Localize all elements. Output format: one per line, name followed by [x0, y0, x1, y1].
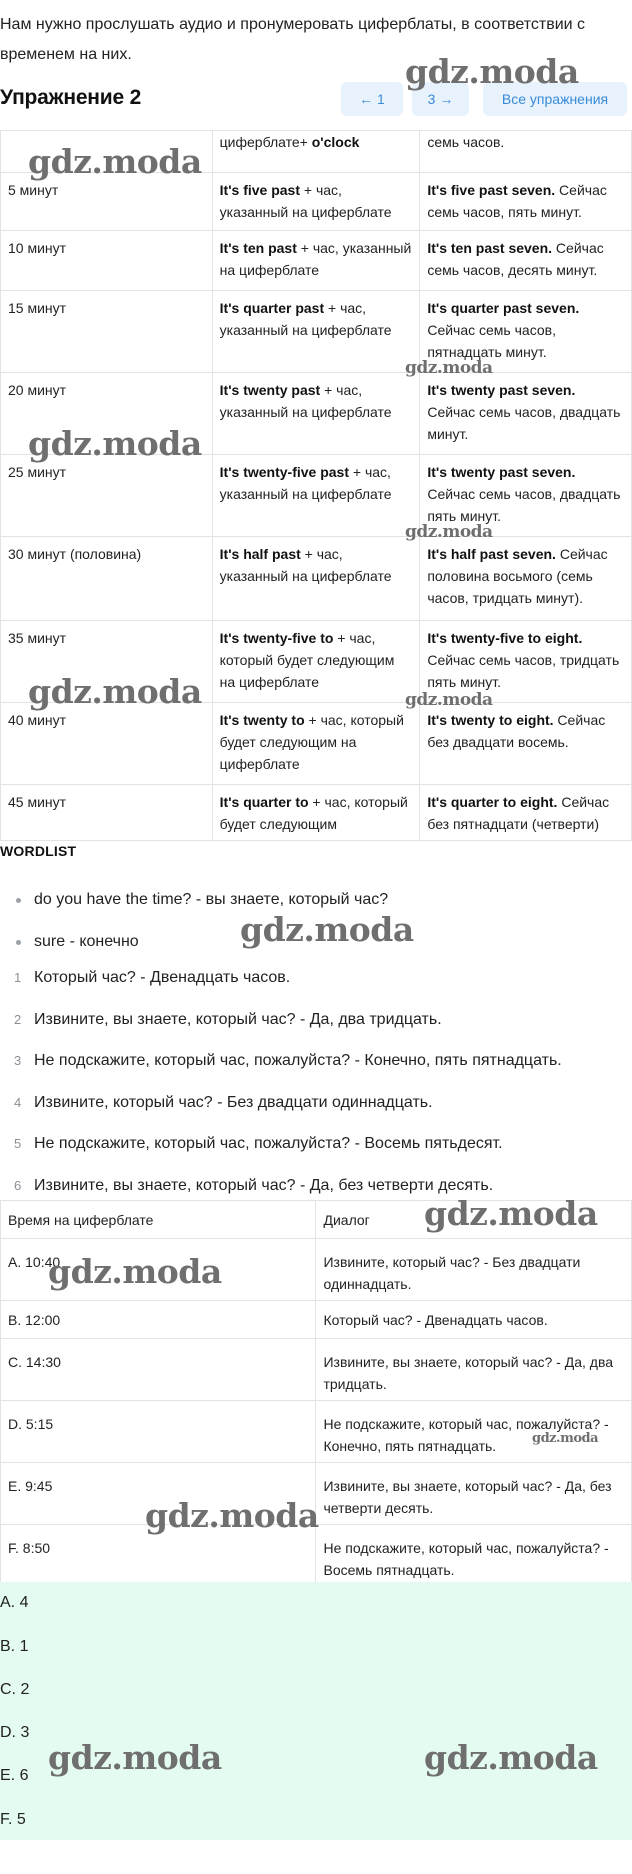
- table-cell: [420, 173, 632, 231]
- cell-bold-text: It's twenty to: [219, 712, 305, 728]
- table-cell: F. 8:50: [1, 1525, 316, 1585]
- table-cell: A. 10:40: [1, 1239, 316, 1301]
- watermark: gdz.moda: [424, 1738, 598, 1777]
- table-row: [1, 455, 632, 537]
- table-cell: [420, 291, 632, 373]
- dialog-table: [0, 1200, 632, 1585]
- table-cell: [212, 621, 420, 703]
- table-row: [1, 621, 632, 703]
- table-cell: [212, 231, 420, 291]
- answer-item: F. 5: [0, 1811, 26, 1828]
- table-cell: [212, 131, 420, 173]
- table-header-cell: Диалог: [316, 1201, 632, 1239]
- watermark: gdz.moda: [48, 1252, 222, 1291]
- table-cell: [420, 785, 632, 841]
- cell-bold-text: It's five past seven.: [427, 182, 556, 198]
- table-cell: 45 минут: [1, 785, 213, 841]
- list-item-text: Извините, вы знаете, который час? - Да, без четверти десять.: [34, 1176, 494, 1194]
- cell-text: + час, указанный на циферблате: [219, 240, 412, 278]
- list-number: 4: [14, 1094, 22, 1110]
- watermark: gdz.moda: [405, 358, 493, 378]
- table-row: [1, 291, 632, 373]
- cell-text: Сейчас без двадцати восемь.: [427, 712, 606, 750]
- watermark: gdz.moda: [532, 1431, 599, 1446]
- table-cell: [420, 231, 632, 291]
- table-cell: [212, 703, 420, 785]
- cell-text: Сейчас семь часов, десять минут.: [427, 240, 604, 278]
- list-item-text: Извините, вы знаете, который час? - Да, два тридцать.: [34, 1010, 442, 1028]
- cell-text: Сейчас семь часов, двадцать пять минут.: [427, 486, 621, 524]
- cell-bold-text: It's quarter past: [219, 300, 325, 316]
- list-item: [14, 1093, 562, 1135]
- cell-bold-text: It's twenty-five past: [219, 464, 349, 480]
- list-number: 3: [14, 1053, 22, 1068]
- list-item-text: sure - конечно: [34, 933, 139, 950]
- cell-text: семь часов.: [427, 134, 505, 150]
- list-item: [14, 1051, 562, 1093]
- table-cell: 5 минут: [1, 173, 213, 231]
- watermark: gdz.moda: [405, 52, 579, 91]
- list-number: 5: [14, 1136, 22, 1151]
- wordlist-heading: WORDLIST: [0, 843, 77, 859]
- table-cell: 40 минут: [1, 703, 213, 785]
- intro-text: Нам нужно прослушать аудио и пронумеровать циферблаты, в соответствии с временем на них.: [0, 16, 586, 63]
- list-number: 2: [14, 1011, 22, 1027]
- cell-bold-text: It's twenty-five to eight.: [427, 630, 583, 646]
- answer-item: C. 2: [0, 1681, 30, 1698]
- cell-text: + час, который будет следующим на циферблате: [219, 630, 395, 690]
- wordlist-bullets: [14, 890, 388, 974]
- table-row: [1, 373, 632, 455]
- bullet-dot-icon: [16, 940, 21, 945]
- table-header-cell: Время на циферблате: [1, 1201, 316, 1239]
- table-cell: Извините, вы знаете, который час? - Да, два тридцать.: [316, 1339, 632, 1401]
- cell-text: + час, который будет следующим на циферблате: [219, 712, 404, 772]
- answer-item: B. 1: [0, 1638, 29, 1655]
- table-row: [1, 1239, 632, 1301]
- cell-bold-text: It's twenty past: [219, 382, 321, 398]
- list-item-text: Не подскажите, который час, пожалуйста? - Конечно, пять пятнадцать.: [34, 1052, 562, 1069]
- cell-text: Сейчас семь часов, пять минут.: [427, 182, 607, 220]
- table-cell: Не подскажите, который час, пожалуйста? - Восемь пятнадцать.: [316, 1525, 632, 1585]
- table-cell: [420, 131, 632, 173]
- all-exercises-button[interactable]: Все упражнения: [483, 82, 627, 116]
- table-cell: Извините, который час? - Без двадцати одиннадцать.: [316, 1239, 632, 1301]
- exercise-header: [0, 82, 632, 120]
- table-cell: [212, 455, 420, 537]
- table-cell: [212, 785, 420, 841]
- watermark: gdz.moda: [28, 424, 202, 463]
- answer-item: E. 6: [0, 1767, 29, 1784]
- table-row: [1, 1463, 632, 1525]
- exercise-title: Упражнение 2: [0, 86, 142, 109]
- table-cell: Не подскажите, который час, пожалуйста? - Конечно, пять пятнадцать.: [316, 1401, 632, 1463]
- table-cell: D. 5:15: [1, 1401, 316, 1463]
- table-row: [1, 173, 632, 231]
- cell-bold-text: It's half past: [219, 546, 301, 562]
- cell-text: Сейчас семь часов, пятнадцать минут.: [427, 322, 556, 360]
- table-cell: [420, 373, 632, 455]
- table-cell: [212, 291, 420, 373]
- list-number: 1: [14, 970, 22, 985]
- list-item: [14, 1010, 562, 1052]
- table-cell: [212, 537, 420, 621]
- watermark: gdz.moda: [405, 690, 493, 710]
- table-cell: 25 минут: [1, 455, 213, 537]
- table-row: [1, 1301, 632, 1339]
- cell-bold-text: It's ten past: [219, 240, 297, 256]
- cell-text: Сейчас половина восьмого (семь часов, тридцать минут).: [427, 546, 608, 606]
- next-exercise-button[interactable]: 3 →: [412, 82, 469, 116]
- table-cell: [212, 373, 420, 455]
- list-item-text: Извините, который час? - Без двадцати одиннадцать.: [34, 1093, 433, 1111]
- table-cell: [212, 173, 420, 231]
- table-row: [1, 703, 632, 785]
- answer-item: A. 4: [0, 1594, 29, 1611]
- list-item-text: Который час? - Двенадцать часов.: [34, 969, 291, 986]
- watermark: gdz.moda: [405, 522, 493, 542]
- dialog-list: [14, 968, 562, 1217]
- cell-bold-text: It's twenty-five to: [219, 630, 334, 646]
- cell-text: Сейчас семь часов, тридцать пять минут.: [427, 652, 620, 690]
- cell-bold-text: It's ten past seven.: [427, 240, 553, 256]
- table-cell: Который час? - Двенадцать часов.: [316, 1301, 632, 1339]
- watermark: gdz.moda: [28, 142, 202, 181]
- time-rules-table: [0, 130, 632, 841]
- table-row: [1, 537, 632, 621]
- watermark: gdz.moda: [28, 672, 202, 711]
- list-item-text: do you have the time? - вы знаете, который час?: [34, 891, 389, 908]
- table-header-row: [1, 1201, 632, 1239]
- watermark: gdz.moda: [48, 1738, 222, 1777]
- cell-text: + час, указанный на циферблате: [219, 300, 392, 338]
- cell-text: + час, указанный на циферблате: [219, 464, 392, 502]
- table-cell: [420, 455, 632, 537]
- cell-bold-text: It's quarter past seven.: [427, 300, 580, 316]
- bullet-dot-icon: [16, 898, 21, 903]
- table-row: [1, 231, 632, 291]
- cell-bold-text: It's quarter to eight.: [427, 794, 558, 810]
- watermark: gdz.moda: [145, 1496, 319, 1535]
- table-cell: C. 14:30: [1, 1339, 316, 1401]
- list-number: 6: [14, 1177, 22, 1193]
- table-cell: [420, 703, 632, 785]
- cell-bold-text: It's five past: [219, 182, 300, 198]
- table-cell: 35 минут: [1, 621, 213, 703]
- table-cell: E. 9:45: [1, 1463, 316, 1525]
- table-cell: [1, 131, 213, 173]
- table-row: [1, 1525, 632, 1585]
- list-item: [14, 890, 388, 932]
- table-cell: Извините, вы знаете, который час? - Да, без четверти десять.: [316, 1463, 632, 1525]
- cell-text: + час, указанный на циферблате: [219, 382, 392, 420]
- cell-text: + час, указанный на циферблате: [219, 182, 392, 220]
- cell-bold-text: It's twenty past seven.: [427, 382, 576, 398]
- table-cell: 20 минут: [1, 373, 213, 455]
- cell-text: Сейчас семь часов, двадцать минут.: [427, 404, 621, 442]
- answer-item: D. 3: [0, 1724, 30, 1741]
- table-row: [1, 785, 632, 841]
- cell-bold-text: o'clock: [311, 134, 360, 150]
- table-row: [1, 1339, 632, 1401]
- answers-block: [0, 1582, 632, 1840]
- watermark: gdz.moda: [240, 910, 414, 949]
- cell-bold-text: It's quarter to: [219, 794, 309, 810]
- cell-bold-text: It's twenty past seven.: [427, 464, 576, 480]
- table-row: [1, 1401, 632, 1463]
- cell-bold-text: It's twenty to eight.: [427, 712, 554, 728]
- table-cell: [420, 621, 632, 703]
- cell-text: циферблате+: [219, 134, 312, 150]
- list-item: [14, 1134, 562, 1176]
- table-cell: [420, 537, 632, 621]
- table-cell: 15 минут: [1, 291, 213, 373]
- cell-text: + час, указанный на циферблате: [219, 546, 392, 584]
- cell-bold-text: It's half past seven.: [427, 546, 556, 562]
- cell-text: + час, который будет следующим: [219, 794, 408, 832]
- list-item: [14, 968, 562, 1010]
- cell-text: Сейчас без пятнадцати (четверти): [427, 794, 610, 832]
- table-cell: B. 12:00: [1, 1301, 316, 1339]
- table-row: [1, 131, 632, 173]
- table-cell: 30 минут (половина): [1, 537, 213, 621]
- list-item-text: Не подскажите, который час, пожалуйста? - Восемь пятьдесят.: [34, 1135, 503, 1152]
- watermark: gdz.moda: [424, 1194, 598, 1233]
- prev-exercise-button[interactable]: ← 1: [341, 82, 403, 116]
- table-cell: 10 минут: [1, 231, 213, 291]
